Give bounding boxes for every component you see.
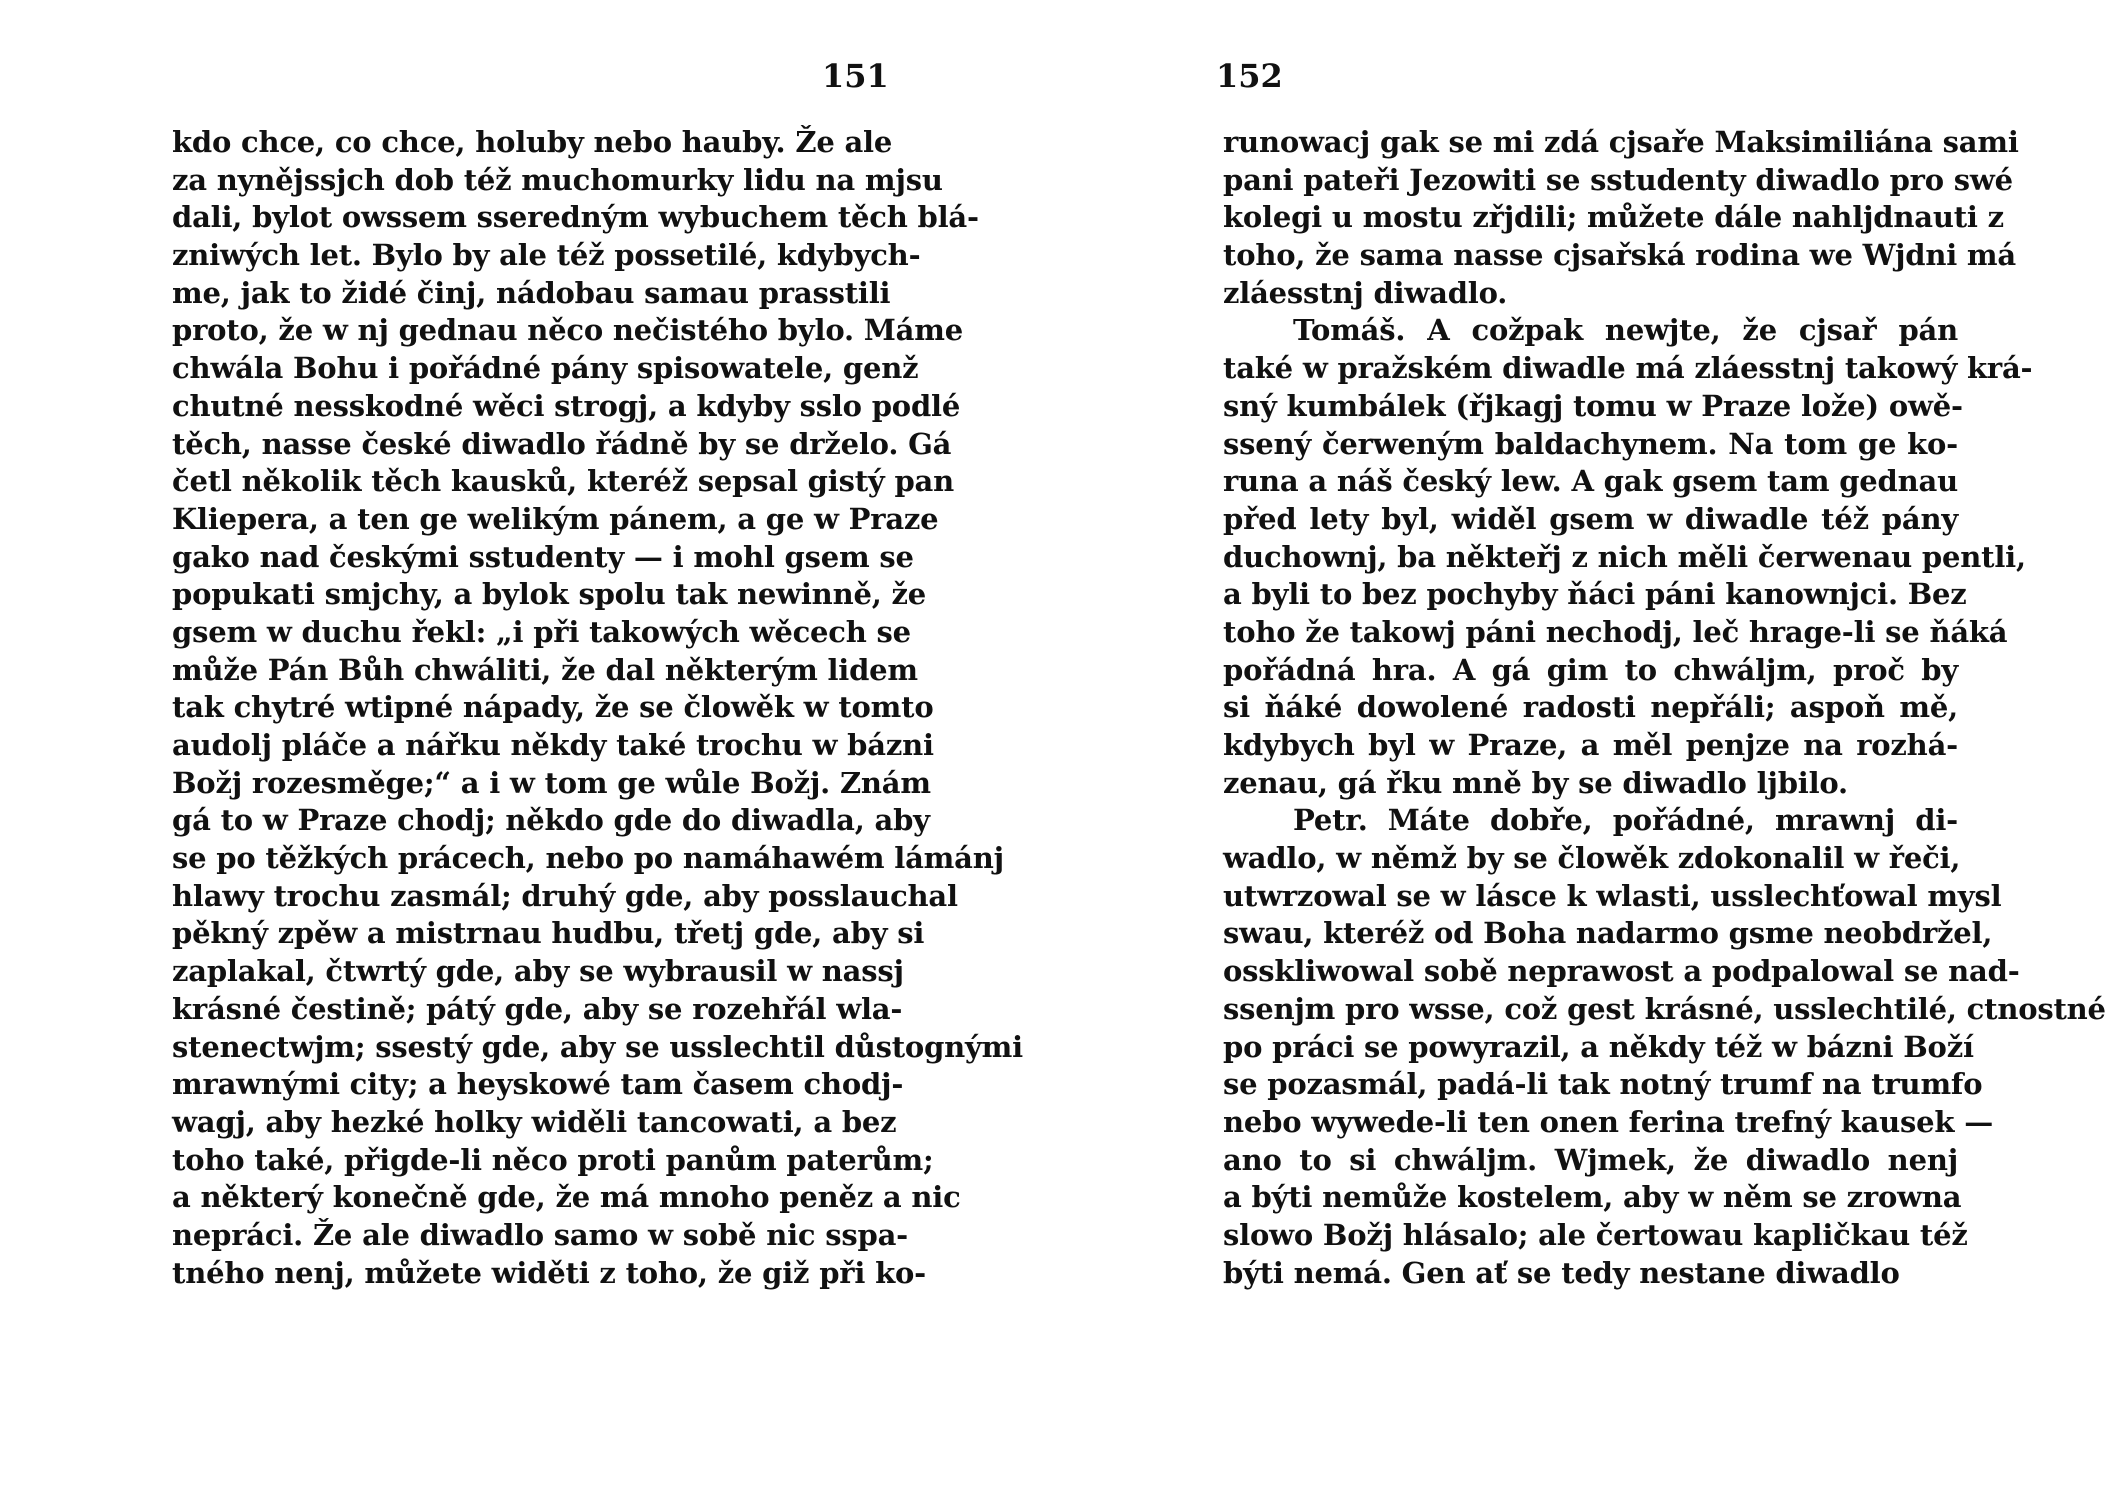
page-number: 152 — [1216, 57, 1283, 95]
text-line: zláesstnj diwadlo. — [1223, 275, 1508, 310]
text-line: se pozasmál, padá-li tak notný trumf na trumfo — [1223, 1067, 1983, 1102]
text-line: kdybych byl w Praze, a měl penjze na rozhá- — [1223, 728, 1958, 762]
page-number: 151 — [822, 57, 889, 95]
text-line: me, jak to židé činj, nádobau samau prasstili — [172, 275, 891, 310]
text-line: krásné čestině; pátý gde, aby se rozehřál wla- — [172, 991, 903, 1026]
text-line: mrawnými city; a heyskowé tam časem chodj- — [172, 1067, 904, 1102]
text-line: Božj rozesměge;“ a i w tom ge wůle Božj. Znám — [172, 765, 931, 800]
text-line: runowacj gak se mi zdá cjsaře Maksimiliána sami — [1223, 125, 2019, 159]
text-line: tak chytré wtipné nápady, že se člowěk w tomto — [172, 690, 934, 725]
page-text — [172, 124, 1023, 1292]
text-line: ssený čerweným baldachynem. Na tom ge ko- — [1223, 426, 1958, 461]
left-page — [0, 0, 1043, 1500]
text-line: wagj, aby hezké holky widěli tancowati, a bez — [172, 1104, 897, 1139]
text-line: a některý konečně gde, že má mnoho peněz a nic — [172, 1180, 961, 1215]
text-line: pořádná hra. A gá gim to chwáljm, proč by — [1223, 652, 1958, 687]
text-line: Kliepera, a ten ge welikým pánem, a ge w Praze — [172, 501, 939, 536]
text-line: gá to w Praze chodj; někdo gde do diwadla, aby — [172, 803, 930, 838]
text-line: pěkný zpěw a mistrnau hudbu, třetj gde, aby si — [172, 916, 925, 951]
text-line: před lety byl, widěl gsem w diwadle též pány — [1223, 501, 1958, 536]
right-page — [1043, 0, 2106, 1500]
text-line: dali, bylot owssem sseredným wybuchem těch blá- — [172, 200, 979, 235]
text-line: tného nenj, můžete widěti z toho, že giž při ko- — [172, 1255, 926, 1290]
text-line: a byli to bez pochyby ňáci páni kanownjci. Bez — [1223, 577, 1967, 612]
text-line: osskliwowal sobě neprawost a podpalowal se nad- — [1223, 954, 2020, 989]
text-line: se po těžkých prácech, nebo po namáhawém lámánj — [172, 841, 1004, 876]
text-line: nebo wywede-li ten onen ferina trefný kausek — — [1223, 1104, 1994, 1139]
text-line: chutné nesskodné wěci strogj, a kdyby sslo podlé — [172, 388, 961, 423]
text-line: audolj pláče a nářku někdy také trochu w bázni — [172, 728, 934, 762]
text-line: zenau, gá řku mně by se diwadlo ljbilo. — [1223, 765, 1848, 800]
text-line: toho že takowj páni nechodj, leč hrage-li se ňáká — [1223, 614, 2008, 649]
text-line: těch, nasse české diwadlo řádně by se drželo. Gá — [172, 426, 952, 461]
text-line: wadlo, w němž by se člowěk zdokonalil w řeči, — [1223, 841, 1961, 876]
text-line: pani pateři Jezowiti se sstudenty diwadlo pro swé — [1223, 162, 2013, 197]
text-line: za nynějssjch dob též muchomurky lidu na mjsu — [172, 162, 943, 197]
text-line: sný kumbálek (řjkagj tomu w Praze lože) owě- — [1223, 388, 1963, 423]
text-line: swau, kteréž od Boha nadarmo gsme neobdržel, — [1223, 916, 1993, 951]
text-line: také w pražském diwadle má zláesstnj takowý krá- — [1223, 351, 2033, 386]
text-line: nepráci. Že ale diwadlo samo w sobě nic sspa- — [172, 1217, 909, 1252]
text-line: stenectwjm; ssestý gde, aby se usslechtil důstognými — [172, 1029, 1023, 1064]
text-line: utwrzowal se w lásce k wlasti, usslechťowal mysl — [1223, 878, 2002, 913]
text-line: proto, že w nj gednau něco nečistého bylo. Máme — [172, 313, 963, 348]
text-line: toho, že sama nasse cjsařská rodina we Wjdni má — [1223, 238, 2016, 273]
text-line: býti nemá. Gen ať se tedy nestane diwadlo — [1223, 1255, 1900, 1290]
text-line: gsem w duchu řekl: „i při takowých wěcech se — [172, 614, 911, 649]
text-line: slowo Božj hlásalo; ale čertowau kapličkau též — [1223, 1217, 1968, 1252]
text-line: Petr. Máte dobře, pořádné, mrawnj di- — [1293, 803, 1958, 838]
page-text — [1223, 124, 2106, 1292]
text-line: kdo chce, co chce, holuby nebo hauby. Že ale — [172, 125, 893, 159]
text-line: toho také, přigde-li něco proti panům paterům; — [172, 1142, 934, 1177]
text-line: hlawy trochu zasmál; druhý gde, aby posslauchal — [172, 878, 958, 913]
text-line: si ňáké dowolené radosti nepřáli; aspoň mě, — [1223, 690, 1958, 725]
text-line: gako nad českými sstudenty — i mohl gsem se — [172, 539, 914, 574]
text-line: runa a náš český lew. A gak gsem tam gednau — [1223, 464, 1958, 499]
text-line: Tomáš. A cožpak newjte, že cjsař pán — [1293, 313, 1958, 348]
text-line: duchownj, ba někteřj z nich měli čerwenau pentli, — [1223, 539, 2026, 574]
text-line: ssenjm pro wsse, což gest krásné, usslechtilé, ctnostné — [1223, 991, 2106, 1026]
text-line: po práci se powyrazil, a někdy též w bázni Boží — [1223, 1029, 1974, 1064]
text-line: popukati smjchy, a bylok spolu tak newinně, že — [172, 577, 927, 612]
text-line: ano to si chwáljm. Wjmek, že diwadlo nenj — [1223, 1142, 1958, 1177]
text-line: zniwých let. Bylo by ale též possetilé, kdybych- — [172, 238, 921, 273]
text-line: četl několik těch kausků, kteréž sepsal gistý pan — [172, 464, 954, 499]
text-line: může Pán Bůh chwáliti, že dal některým lidem — [172, 652, 918, 687]
text-line: chwála Bohu i pořádné pány spisowatele, genž — [172, 351, 919, 386]
text-line: kolegi u mostu zřjdili; můžete dále nahljdnauti z — [1223, 200, 2004, 235]
text-line: zaplakal, čtwrtý gde, aby se wybrausil w nassj — [172, 954, 904, 989]
text-line: a býti nemůže kostelem, aby w něm se zrowna — [1223, 1180, 1962, 1215]
